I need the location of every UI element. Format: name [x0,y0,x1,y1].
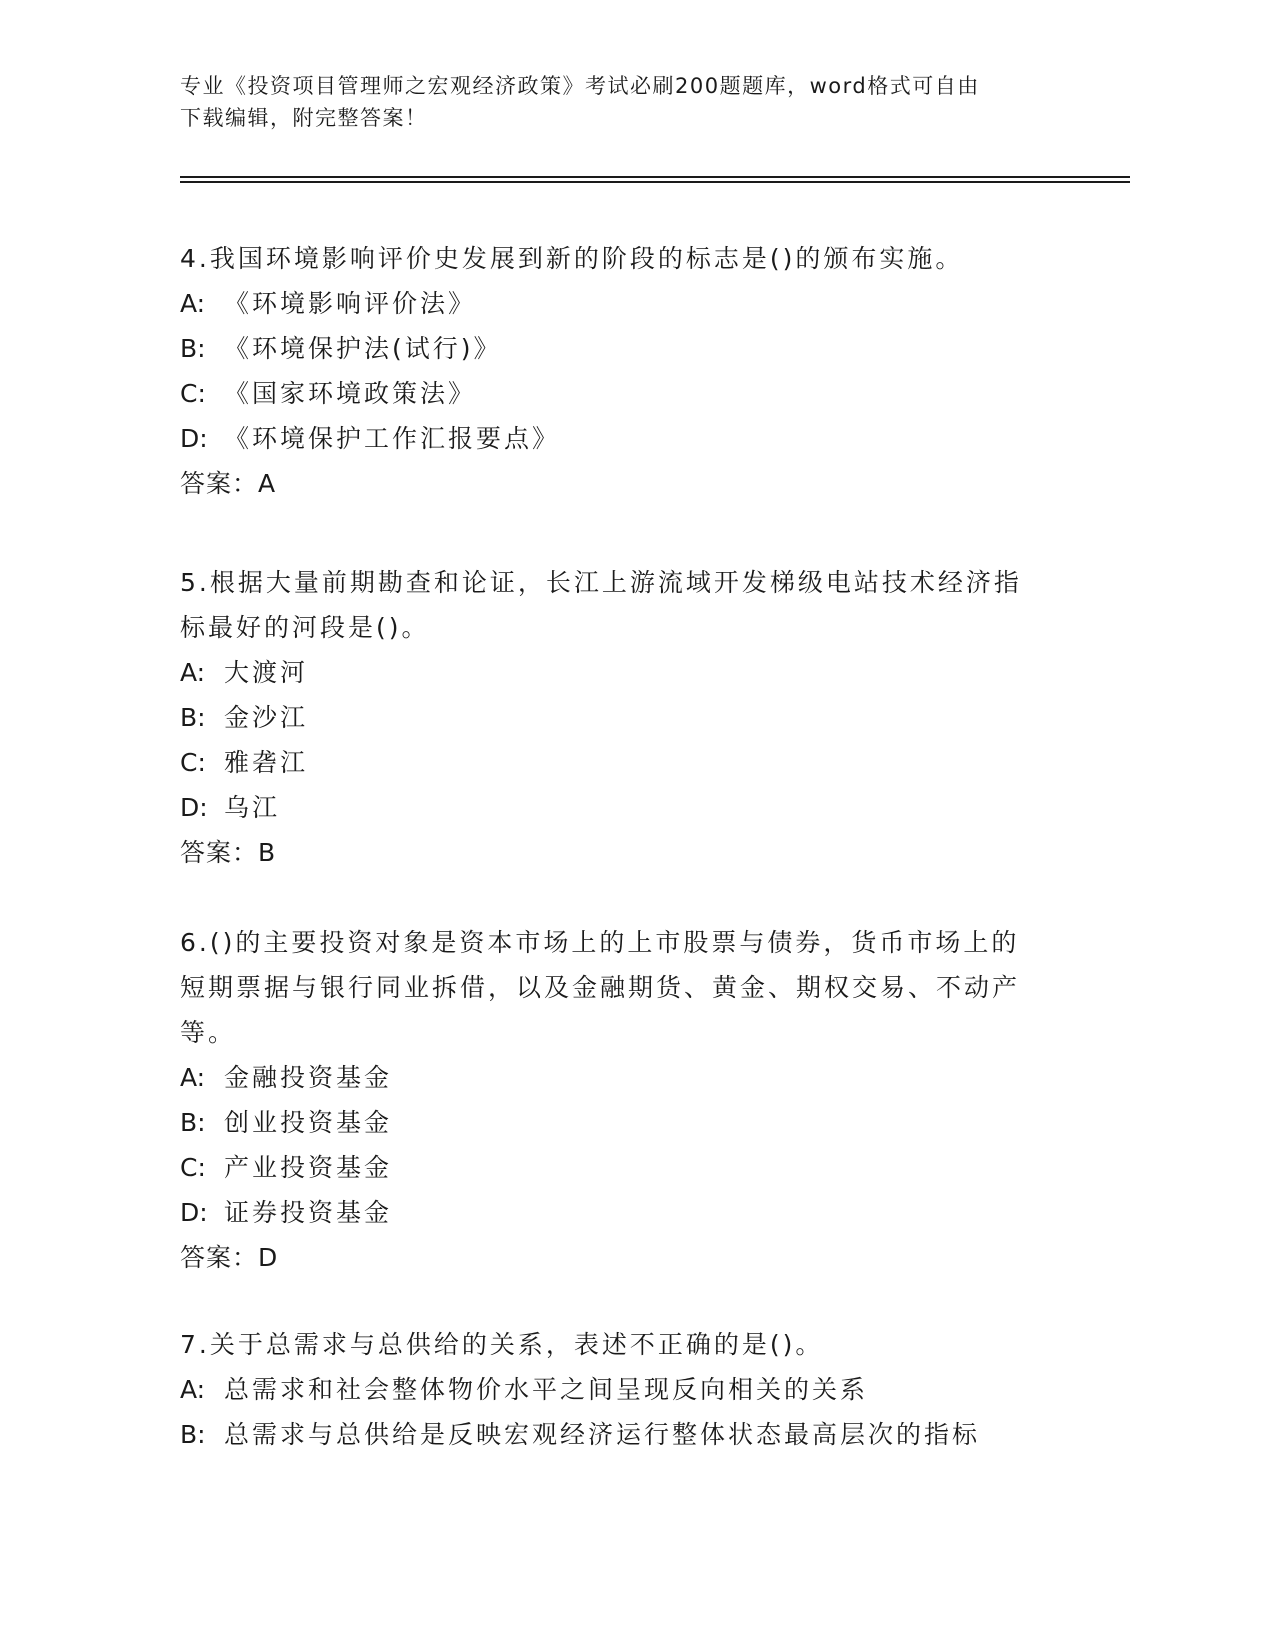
option-text: 创业投资基金 [224,1108,393,1137]
option-text: 大渡河 [224,658,309,687]
question-stem-line: 短期票据与银行同业拆借，以及金融期货、黄金、期权交易、不动产 [180,973,1021,1002]
option-c [180,1145,1060,1190]
option-text: 证券投资基金 [224,1198,393,1227]
option-b [180,326,1060,371]
question-stem-line: 7.关于总需求与总供给的关系，表述不正确的是()。 [180,1330,824,1359]
option-key: D: [180,793,208,822]
header-line-2: 下载编辑，附完整答案！ [180,106,428,130]
option-a [180,650,1060,695]
option-key: D: [180,1198,208,1227]
option-d [180,1190,1060,1235]
question-stem-line: 5.根据大量前期勘查和论证，长江上游流域开发梯级电站技术经济指 [180,568,1022,597]
option-text: 《环境保护法(试行)》 [224,334,502,363]
option-key: B: [180,1420,206,1449]
question-block [180,236,1060,506]
option-key: A: [180,289,206,318]
question-stem [180,1322,1060,1367]
option-d [180,416,1060,461]
option-text: 雅砻江 [224,748,309,777]
option-key: D: [180,424,208,453]
option-text: 《国家环境政策法》 [224,379,477,408]
option-b [180,1100,1060,1145]
question-stem [180,920,1060,1055]
question-stem-line: 6.()的主要投资对象是资本市场上的上市股票与债券，货币市场上的 [180,928,1020,957]
option-text: 产业投资基金 [224,1153,393,1182]
question-block [180,1322,1060,1457]
answer-line [180,461,1060,506]
question-stem-line: 4.我国环境影响评价史发展到新的阶段的标志是()的颁布实施。 [180,244,964,273]
option-a [180,1055,1060,1100]
option-c [180,740,1060,785]
question-stem-line: 标最好的河段是()。 [180,613,430,642]
option-key: B: [180,1108,206,1137]
option-key: C: [180,1153,206,1182]
option-text: 《环境保护工作汇报要点》 [224,424,561,453]
option-a [180,281,1060,326]
option-text: 《环境影响评价法》 [224,289,477,318]
option-key: C: [180,379,206,408]
question-stem [180,560,1060,650]
option-key: A: [180,658,206,687]
option-key: B: [180,334,206,363]
answer-label: 答案： [180,838,259,867]
option-text: 总需求与总供给是反映宏观经济运行整体状态最高层次的指标 [224,1420,981,1449]
header-divider-bottom [180,181,1130,183]
header-divider-top [180,176,1130,178]
option-a [180,1367,1060,1412]
option-key: A: [180,1375,206,1404]
question-block [180,920,1060,1280]
document-header [180,70,1080,134]
answer-value: A [258,469,276,498]
option-c [180,371,1060,416]
option-text: 乌江 [224,793,281,822]
header-line-1: 专业《投资项目管理师之宏观经济政策》考试必刷200题题库，word格式可自由 [180,74,980,98]
option-key: C: [180,748,206,777]
option-key: A: [180,1063,206,1092]
option-d [180,785,1060,830]
option-text: 总需求和社会整体物价水平之间呈现反向相关的关系 [224,1375,869,1404]
question-stem [180,236,1060,281]
answer-value: D [258,1243,278,1272]
option-text: 金融投资基金 [224,1063,393,1092]
answer-line [180,830,1060,875]
option-b [180,695,1060,740]
option-b [180,1412,1060,1457]
option-key: B: [180,703,206,732]
answer-label: 答案： [180,469,259,498]
answer-line [180,1235,1060,1280]
answer-value: B [258,838,276,867]
answer-label: 答案： [180,1243,259,1272]
option-text: 金沙江 [224,703,309,732]
question-stem-line: 等。 [180,1018,237,1047]
question-block [180,560,1060,875]
